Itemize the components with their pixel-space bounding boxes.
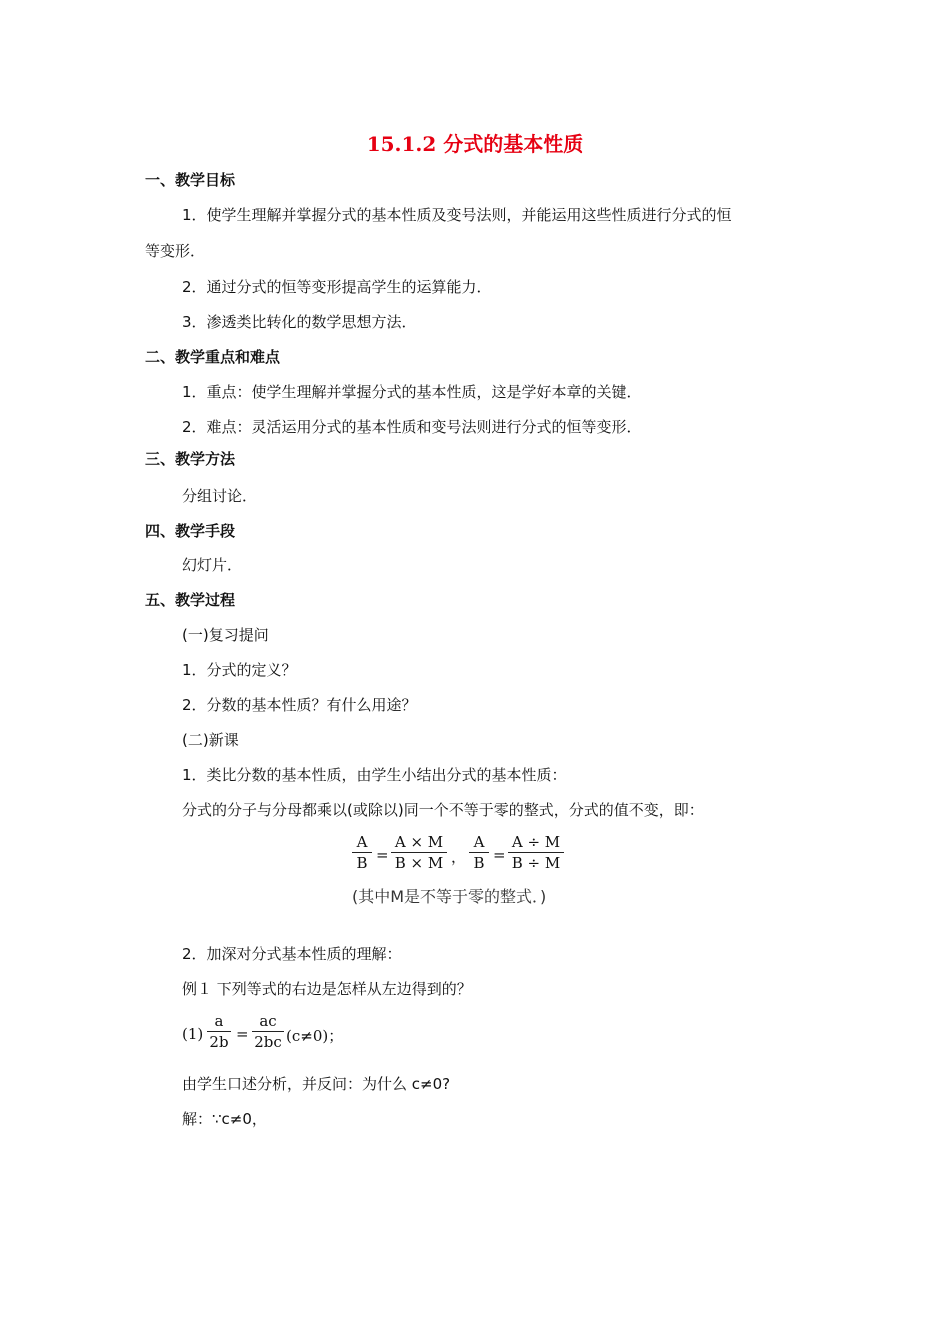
fraction-numerator: A [473,833,485,851]
fraction-a-over-b-2 [469,832,489,873]
review-question-1: 1．分式的定义？ [182,661,297,679]
keypoint-item-2: 2．难点：灵活运用分式的基本性质和变号法则进行分式的恒等变形． [182,418,642,436]
fraction-numerator: A [356,833,368,851]
fraction-denominator: B × M [394,854,444,872]
section-heading-goals: 一、教学目标 [145,171,236,189]
example-1-prompt: 例１ 下列等式的右边是怎样从左边得到的？ [182,980,472,998]
goal-item-1-line-2: 等变形． [145,242,206,260]
solution-text: 解：∵c≠0， [182,1110,267,1128]
fraction-numerator: A × M [394,833,444,851]
example-condition: (c≠0)； [286,1027,344,1045]
fraction-am-over-bm [391,832,447,873]
newlesson-subheading: (二)新课 [182,731,239,749]
fraction-denominator: 2bc [254,1033,282,1051]
means-text: 幻灯片． [182,556,243,574]
methods-text: 分组讨论． [182,487,258,505]
fraction-denominator: 2b [209,1033,229,1051]
goal-item-2: 2．通过分式的恒等变形提高学生的运算能力． [182,278,492,296]
fraction-numerator: ac [259,1012,277,1030]
document-title: 15.1.2 分式的基本性质 [366,132,584,156]
keypoint-item-1: 1．重点：使学生理解并掌握分式的基本性质，这是学好本章的关键． [182,383,642,401]
equals-sign: = [376,846,389,864]
fraction-ac-over-2bc [252,1011,284,1052]
fraction-denominator: B [356,854,368,872]
fraction-a-over-2b [207,1011,231,1052]
comma-separator: ， [451,848,467,866]
goal-item-3: 3．渗透类比转化的数学思想方法． [182,313,417,331]
review-subheading: (一)复习提问 [182,626,269,644]
review-question-2: 2．分数的基本性质？有什么用途？ [182,696,417,714]
fraction-denominator: B [473,854,485,872]
analysis-text: 由学生口述分析，并反问：为什么 c≠0? [182,1075,451,1093]
goal-item-1-line-1: 1．使学生理解并掌握分式的基本性质及变号法则，并能运用这些性质进行分式的恒 [182,206,732,224]
formula-note: (其中M是不等于零的整式．) [352,887,547,906]
example-label: (1) [182,1025,204,1043]
newlesson-item-1: 1．类比分数的基本性质，由学生小结出分式的基本性质： [182,766,567,784]
newlesson-item-2: 2．加深对分式基本性质的理解： [182,945,402,963]
fraction-denominator: B ÷ M [511,854,561,872]
equals-sign-3: = [236,1025,249,1043]
section-heading-keypoints: 二、教学重点和难点 [145,348,281,366]
section-heading-means: 四、教学手段 [145,522,236,540]
fraction-numerator: a [214,1012,224,1030]
fraction-numerator: A ÷ M [511,833,561,851]
section-heading-methods: 三、教学方法 [145,450,236,468]
equals-sign-2: = [493,846,506,864]
section-heading-process: 五、教学过程 [145,591,236,609]
fraction-adivm-over-bdivm [508,832,564,873]
fraction-a-over-b [352,832,372,873]
newlesson-item-1-text: 分式的分子与分母都乘以(或除以)同一个不等于零的整式，分式的值不变，即： [182,801,704,819]
